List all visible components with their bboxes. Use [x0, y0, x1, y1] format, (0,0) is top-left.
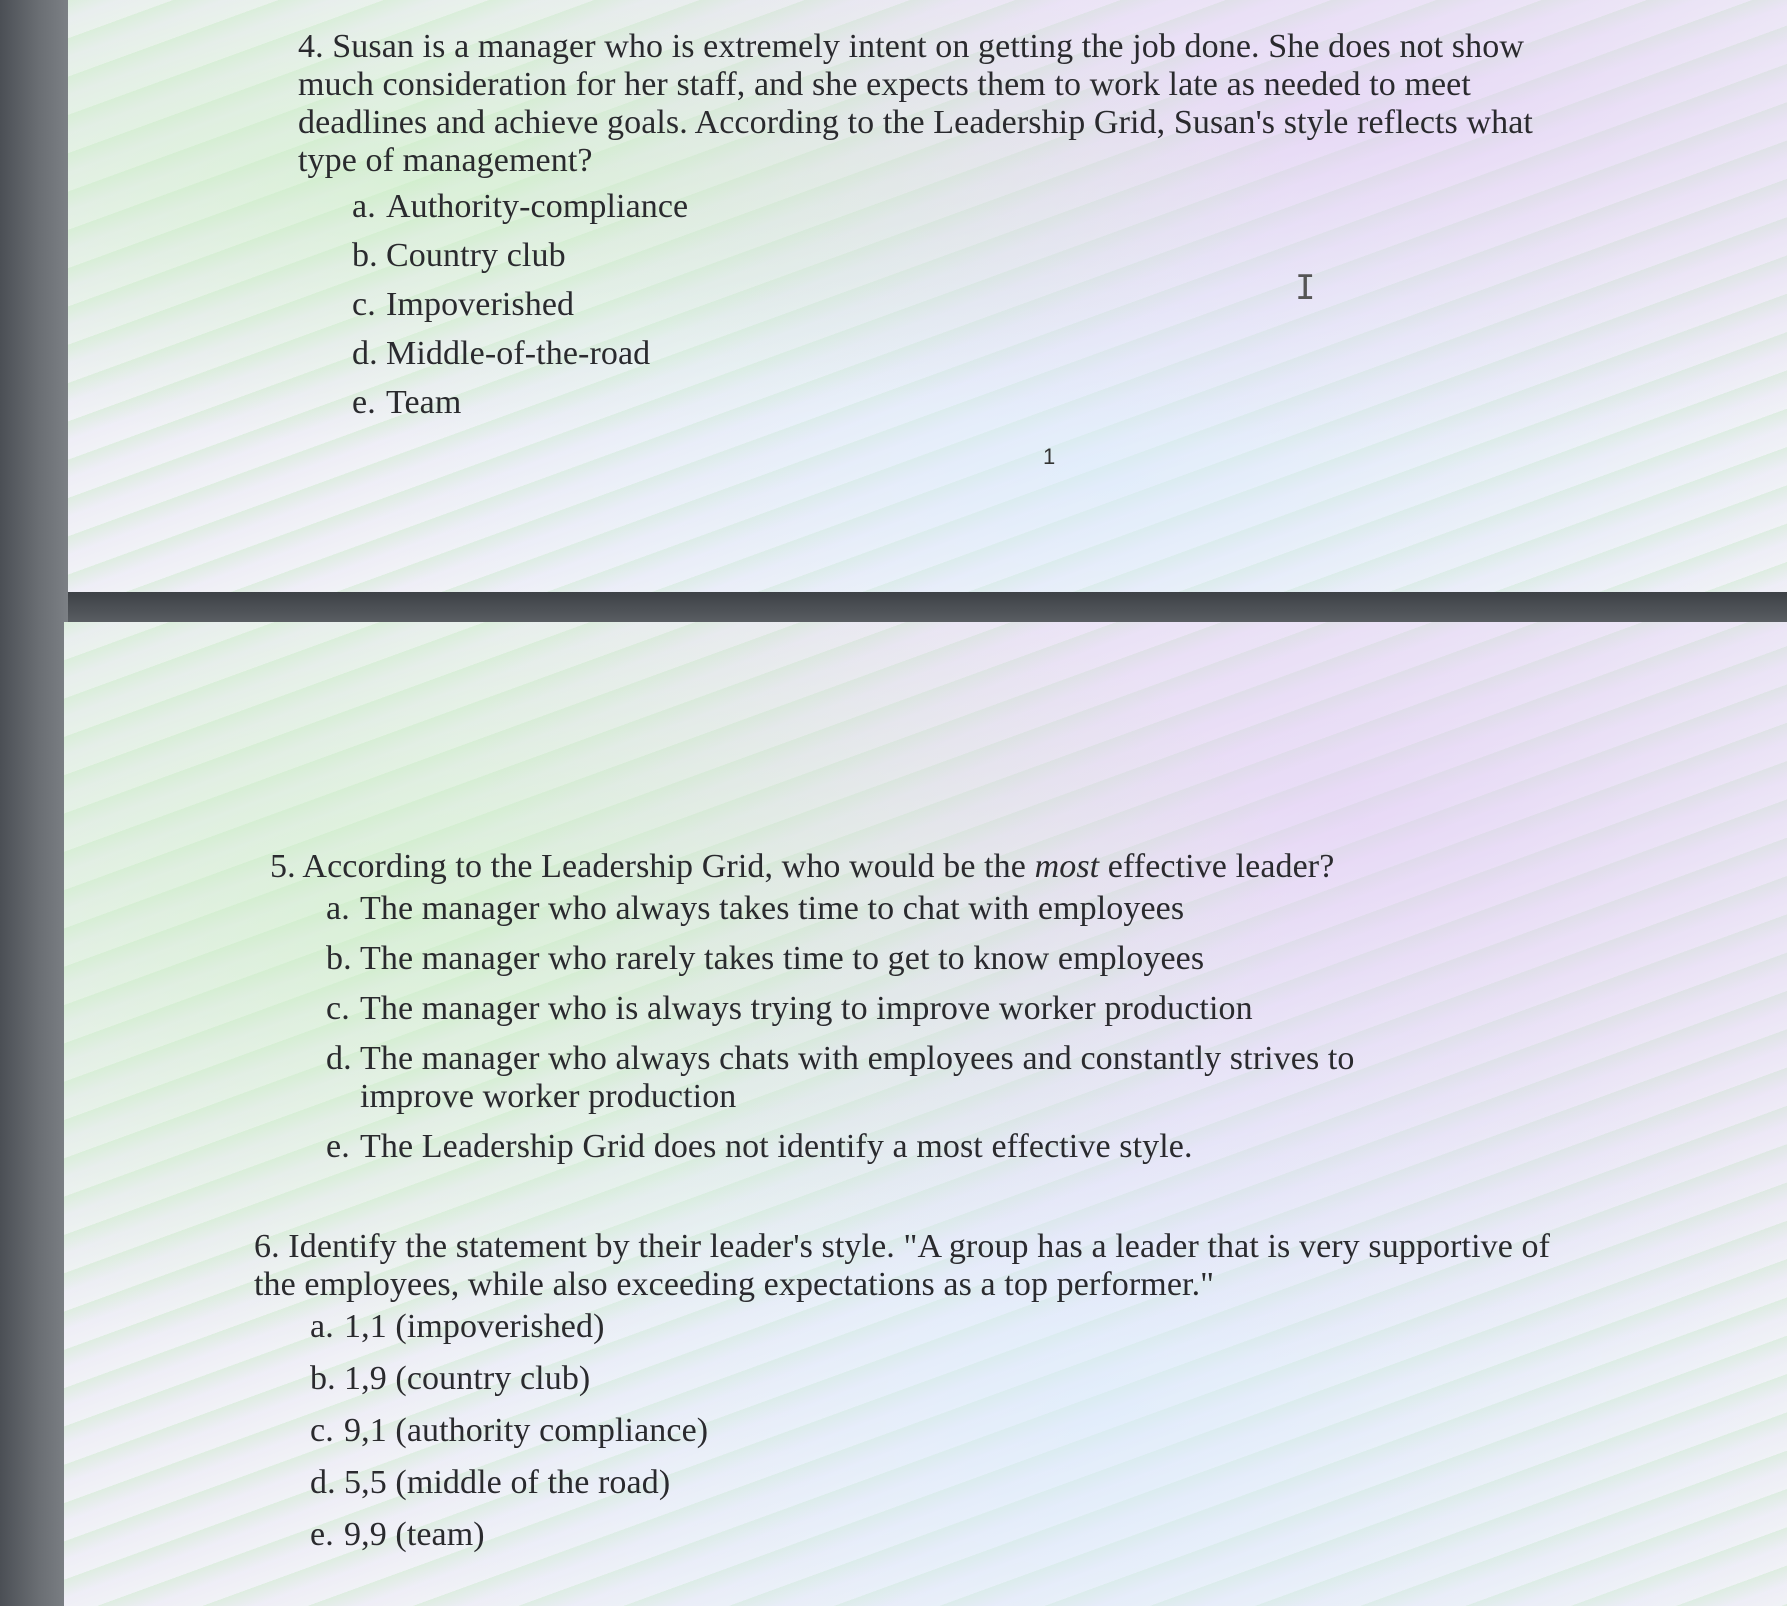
- question-5-option-d[interactable]: [326, 1040, 1450, 1116]
- option-text: 9,1 (authority compliance): [344, 1412, 709, 1449]
- option-letter: e.: [352, 384, 376, 421]
- question-4-option-b[interactable]: [352, 237, 1598, 275]
- option-text: 1,9 (country club): [344, 1360, 591, 1397]
- option-text: Team: [386, 384, 462, 421]
- question-4: [298, 28, 1598, 433]
- option-letter: e.: [310, 1516, 334, 1553]
- question-5-stem-after: effective leader?: [1099, 848, 1335, 885]
- question-4-stem: 4. Susan is a manager who is extremely intent on getting the job done. She does not show much consideration for her staff, and she expects them to work late as needed to meet deadlines and achieve goals. According to the Leadership Grid, Susan's style reflects what type of management?: [298, 28, 1533, 179]
- option-letter: a.: [352, 188, 376, 225]
- option-letter: a.: [326, 890, 350, 927]
- option-text: The manager who always chats with employees and constantly strives to improve worker production: [360, 1040, 1355, 1115]
- question-5-options: [326, 890, 1450, 1166]
- question-4-option-c[interactable]: [352, 286, 1598, 324]
- option-text: 5,5 (middle of the road): [344, 1464, 671, 1501]
- option-text: The manager who always takes time to chat with employees: [360, 890, 1185, 927]
- option-text: The manager who rarely takes time to get to know employees: [360, 940, 1205, 977]
- question-4-option-e[interactable]: [352, 384, 1598, 422]
- option-text: Middle-of-the-road: [386, 335, 651, 372]
- question-5-option-b[interactable]: [326, 940, 1450, 978]
- question-5-stem: [270, 848, 1450, 886]
- question-5-option-a[interactable]: [326, 890, 1450, 928]
- question-5: [270, 848, 1450, 1178]
- question-6: [254, 1228, 1554, 1568]
- option-text: Country club: [386, 237, 566, 274]
- option-letter: c.: [352, 286, 376, 323]
- question-6-option-b[interactable]: [310, 1360, 1554, 1398]
- option-text: 9,9 (team): [344, 1516, 485, 1553]
- page-number: 1: [1043, 444, 1056, 469]
- question-6-option-e[interactable]: [310, 1516, 1554, 1554]
- option-text: Authority-compliance: [386, 188, 689, 225]
- question-6-option-a[interactable]: [310, 1308, 1554, 1346]
- option-text: 1,1 (impoverished): [344, 1308, 605, 1345]
- option-letter: d.: [352, 335, 378, 372]
- option-text: The Leadership Grid does not identify a most effective style.: [360, 1128, 1193, 1165]
- question-6-option-d[interactable]: [310, 1464, 1554, 1502]
- option-letter: b.: [352, 237, 378, 274]
- question-6-options: [310, 1308, 1554, 1554]
- question-4-options: [352, 188, 1598, 422]
- text-cursor-icon: I: [1295, 268, 1316, 308]
- question-6-option-c[interactable]: [310, 1412, 1554, 1450]
- question-5-option-e[interactable]: [326, 1128, 1450, 1166]
- question-5-stem-before: 5. According to the Leadership Grid, who would be the: [270, 848, 1035, 885]
- question-5-option-c[interactable]: [326, 990, 1450, 1028]
- option-text: The manager who is always trying to improve worker production: [360, 990, 1253, 1027]
- option-letter: c.: [310, 1412, 334, 1449]
- option-text: Impoverished: [386, 286, 575, 323]
- option-letter: b.: [326, 940, 352, 977]
- option-letter: d.: [326, 1040, 352, 1077]
- question-4-option-a[interactable]: [352, 188, 1598, 226]
- question-6-stem: 6. Identify the statement by their leader's style. "A group has a leader that is very supportive of the employees, while also exceeding expectations as a top performer.": [254, 1228, 1551, 1303]
- option-letter: e.: [326, 1128, 350, 1165]
- question-5-stem-emphasis: most: [1034, 848, 1100, 885]
- option-letter: a.: [310, 1308, 334, 1345]
- question-4-option-d[interactable]: [352, 335, 1598, 373]
- option-letter: c.: [326, 990, 350, 1027]
- page-separator: [68, 592, 1787, 622]
- option-letter: d.: [310, 1464, 336, 1501]
- option-letter: b.: [310, 1360, 336, 1397]
